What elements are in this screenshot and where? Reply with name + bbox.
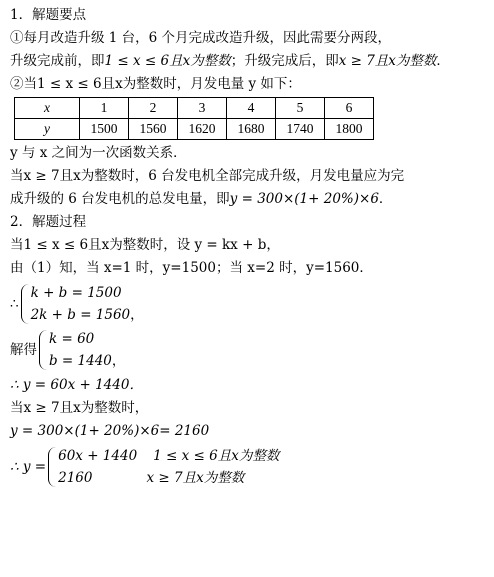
table-cell: 1740 — [276, 119, 325, 140]
left-brace — [48, 447, 56, 487]
table-cell: 1680 — [227, 119, 276, 140]
point-3-line-1: 当x ≥ 7且x为整数时，6 台发电机全部完成升级，月发电量应为完 — [10, 168, 405, 184]
table-row-y — [15, 119, 374, 140]
equation-1: k + b = 1500 — [30, 285, 122, 301]
total-output-label: 成升级的 6 台发电机的总发电量，即 — [10, 191, 230, 207]
solution-k: k = 60 — [49, 331, 95, 347]
table-cell: 2 — [129, 98, 178, 119]
after-upgrade-label: ；升级完成后，即 — [230, 53, 339, 69]
output-table — [14, 97, 374, 140]
left-brace — [21, 284, 29, 324]
assume-linear-line: 当1 ≤ x ≤ 6且x为整数时，设 y = kx + b， — [10, 237, 280, 253]
period: ． — [436, 53, 450, 69]
piecewise-lhs: ∴ y = — [10, 459, 47, 475]
table-cell: 4 — [227, 98, 276, 119]
point-1-line-1: ①每月改造升级 1 台，6 个月完成改造升级，因此需要分两段， — [10, 30, 392, 46]
table-row-x — [15, 98, 374, 119]
linear-function-result: ∴ y = 60x + 1440． — [10, 377, 143, 393]
linear-relation-line: y 与 x 之间为一次函数关系． — [10, 145, 187, 161]
table-cell: 6 — [325, 98, 374, 119]
period: ． — [378, 191, 393, 207]
constant-output-formula: y = 300×(1+ 20%)×6= 2160 — [10, 423, 210, 439]
table-cell: 1800 — [325, 119, 374, 140]
section-2-heading: 2．解题过程 — [10, 214, 87, 230]
table-cell: 1500 — [80, 119, 129, 140]
left-brace — [39, 330, 47, 370]
solution-b: b = 1440， — [49, 353, 126, 369]
before-upgrade-label: 升级完成前，即 — [10, 53, 105, 69]
solve-label: 解得 — [10, 342, 37, 358]
table-cell: 1560 — [129, 119, 178, 140]
equation-system — [10, 282, 488, 326]
condition-after: x ≥ 7且x为整数 — [338, 53, 437, 69]
table-cell: 5 — [276, 98, 325, 119]
point-2-line: ②当1 ≤ x ≤ 6且x为整数时，月发电量 y 如下： — [10, 76, 301, 92]
case-after-upgrade-line: 当x ≥ 7且x为整数时， — [10, 400, 149, 416]
equation-2: 2k + b = 1560， — [30, 307, 144, 323]
section-1-heading: 1．解题要点 — [10, 7, 87, 23]
table-header-y: y — [15, 119, 80, 140]
total-output-formula: y = 300×(1+ 20%)×6 — [229, 191, 379, 207]
known-values-line: 由（1）知，当 x=1 时，y=1500；当 x=2 时，y=1560． — [10, 260, 373, 276]
piecewise-case-2: 2160 x ≥ 7且x为整数 — [58, 470, 245, 486]
point-1-line-2 — [10, 50, 488, 73]
therefore-symbol: ∴ — [10, 296, 19, 312]
table-cell: 3 — [178, 98, 227, 119]
condition-before: 1 ≤ x ≤ 6且x为整数 — [104, 53, 231, 69]
table-cell: 1620 — [178, 119, 227, 140]
table-cell: 1 — [80, 98, 129, 119]
piecewise-function — [10, 445, 488, 489]
piecewise-case-1: 60x + 1440 1 ≤ x ≤ 6且x为整数 — [58, 448, 280, 464]
point-3-line-2 — [10, 188, 488, 211]
table-header-x: x — [15, 98, 80, 119]
solution-system — [10, 328, 488, 372]
